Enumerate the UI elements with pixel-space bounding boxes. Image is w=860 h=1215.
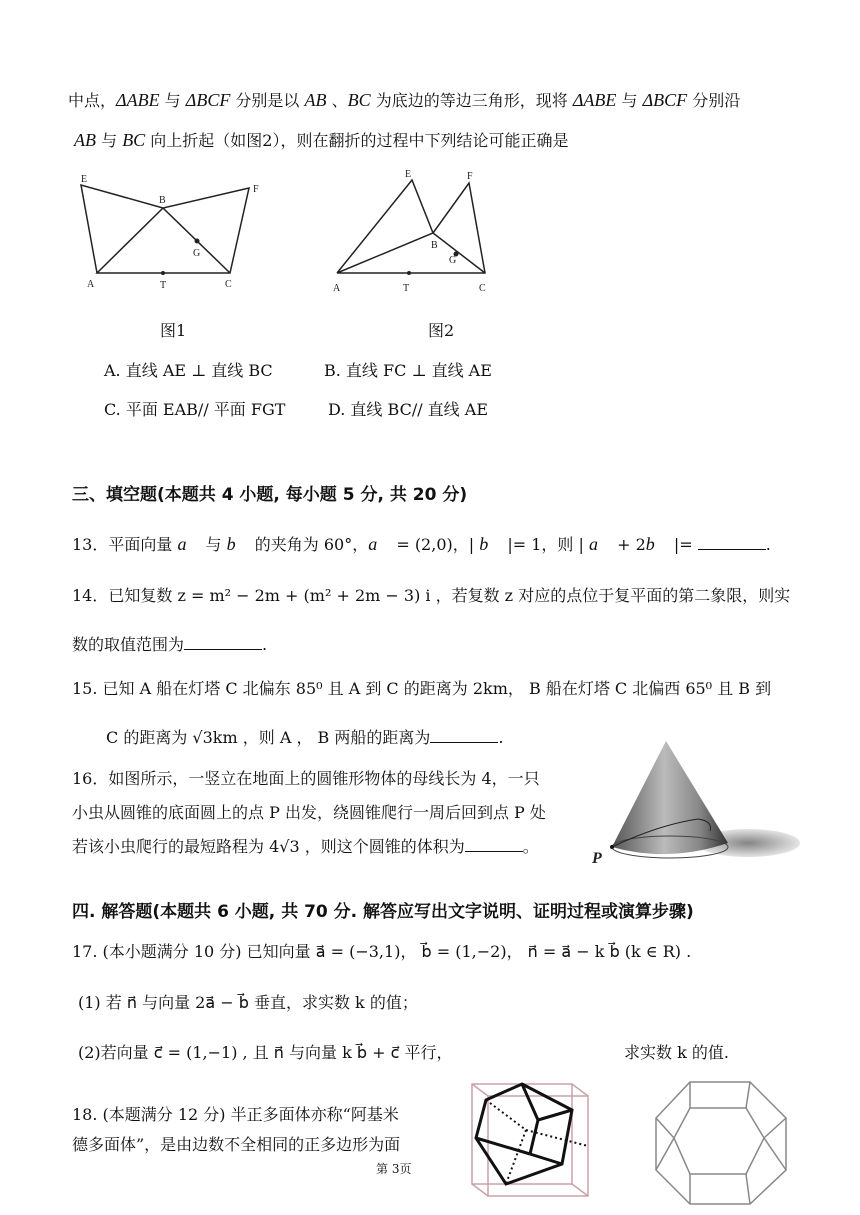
figure-2 <box>325 165 500 300</box>
polyhedron-figure-2 <box>650 1078 790 1208</box>
answer-blank-15[interactable] <box>430 728 498 743</box>
label-c: C <box>225 279 232 290</box>
question-16-line-2: 小虫从圆锥的底面圆上的点 P 出发，绕圆锥爬行一周后回到点 P 处 <box>72 803 546 822</box>
label-b: B <box>431 240 438 251</box>
section-4-title: 四. 解答题(本题共 6 小题, 共 70 分. 解答应写出文字说明、证明过程或演算步骤) <box>72 902 694 922</box>
label-e: E <box>81 174 88 185</box>
label-b: B <box>159 195 166 206</box>
polyhedron-figure-1 <box>466 1076 611 1206</box>
label-f: F <box>467 171 473 182</box>
question-18-line-1: 18. (本题满分 12 分) 半正多面体亦称“阿基米 <box>72 1105 399 1124</box>
question-15-line-2: C 的距离为 √3km ，则 A ， B 两船的距离为 . <box>106 728 504 747</box>
question-17-part-2: (2)若向量 c⃗ = (1,−1) , 且 n⃗ 与向量 k b⃗ + c⃗ 平行， <box>78 1043 453 1062</box>
question-16-line-3: 若该小虫爬行的最短路程为 4√3 ，则这个圆锥的体积为 。 <box>72 837 539 856</box>
question-17-part-1: (1) 若 n⃗ 与向量 2a⃗ − b⃗ 垂直，求实数 k 的值； <box>78 993 418 1012</box>
question-14-line-1: 14．已知复数 z = m² − 2m + (m² + 2m − 3) i ，若复数 z 对应的点位于复平面的第二象限，则实 <box>72 586 791 605</box>
answer-blank-14[interactable] <box>184 635 262 650</box>
question-18-line-2: 德多面体”，是由边数不全相同的正多边形为面 <box>72 1135 401 1154</box>
option-c: C. 平面 EAB// 平面 FGT <box>104 400 286 419</box>
option-d: D. 直线 BC// 直线 AE <box>328 400 489 419</box>
label-p: P <box>592 850 602 867</box>
label-a: A <box>333 283 341 294</box>
question-14-line-2: 数的取值范围为 . <box>72 635 268 654</box>
label-a: A <box>87 279 95 290</box>
figure-1 <box>75 170 275 295</box>
fig1-caption: 图1 <box>160 321 187 340</box>
intro-line-2: AB 与 BC 向上折起（如图2），则在翻折的过程中下列结论可能正确是 <box>74 130 569 150</box>
option-a: A. 直线 AE ⊥ 直线 BC <box>104 361 273 380</box>
question-17-part-2-end: 求实数 k 的值. <box>624 1043 729 1062</box>
label-c: C <box>479 283 486 294</box>
label-e: E <box>405 169 412 180</box>
option-b: B. 直线 FC ⊥ 直线 AE <box>324 361 492 380</box>
question-17-line-1: 17. (本小题满分 10 分) 已知向量 a⃗ = (−3,1)， b⃗ = (1,−2)， n⃗ = a⃗ − k b⃗ (k ∈ R) . <box>72 942 692 961</box>
question-16-line-1: 16．如图所示，一竖立在地面上的圆锥形物体的母线长为 4，一只 <box>72 769 540 788</box>
fig2-caption: 图2 <box>428 321 455 340</box>
section-3-title: 三、填空题(本题共 4 小题, 每小题 5 分, 共 20 分) <box>72 485 468 505</box>
label-g: G <box>449 255 457 266</box>
answer-blank-16[interactable] <box>465 837 523 852</box>
page-footer: 第 3页 <box>376 1162 412 1176</box>
label-t: T <box>160 280 167 291</box>
label-f: F <box>253 184 259 195</box>
answer-blank-13[interactable] <box>698 535 766 550</box>
question-13: 13．平面向量 a⃗ 与 b⃗ 的夹角为 60°，a⃗ = (2,0)，| b⃗ |= 1，则 | a⃗ + 2b⃗ |= . <box>72 534 771 554</box>
label-g: G <box>193 248 201 259</box>
intro-line-1: 中点，ΔABE 与 ΔBCF 分别是以 AB 、BC 为底边的等边三角形，现将 ΔABE 与 ΔBCF 分别沿 <box>68 90 741 110</box>
cone-figure <box>588 735 803 870</box>
question-15-line-1: 15. 已知 A 船在灯塔 C 北偏东 85⁰ 且 A 到 C 的距离为 2km， B 船在灯塔 C 北偏西 65⁰ 且 B 到 <box>72 679 772 698</box>
label-t: T <box>403 283 410 294</box>
